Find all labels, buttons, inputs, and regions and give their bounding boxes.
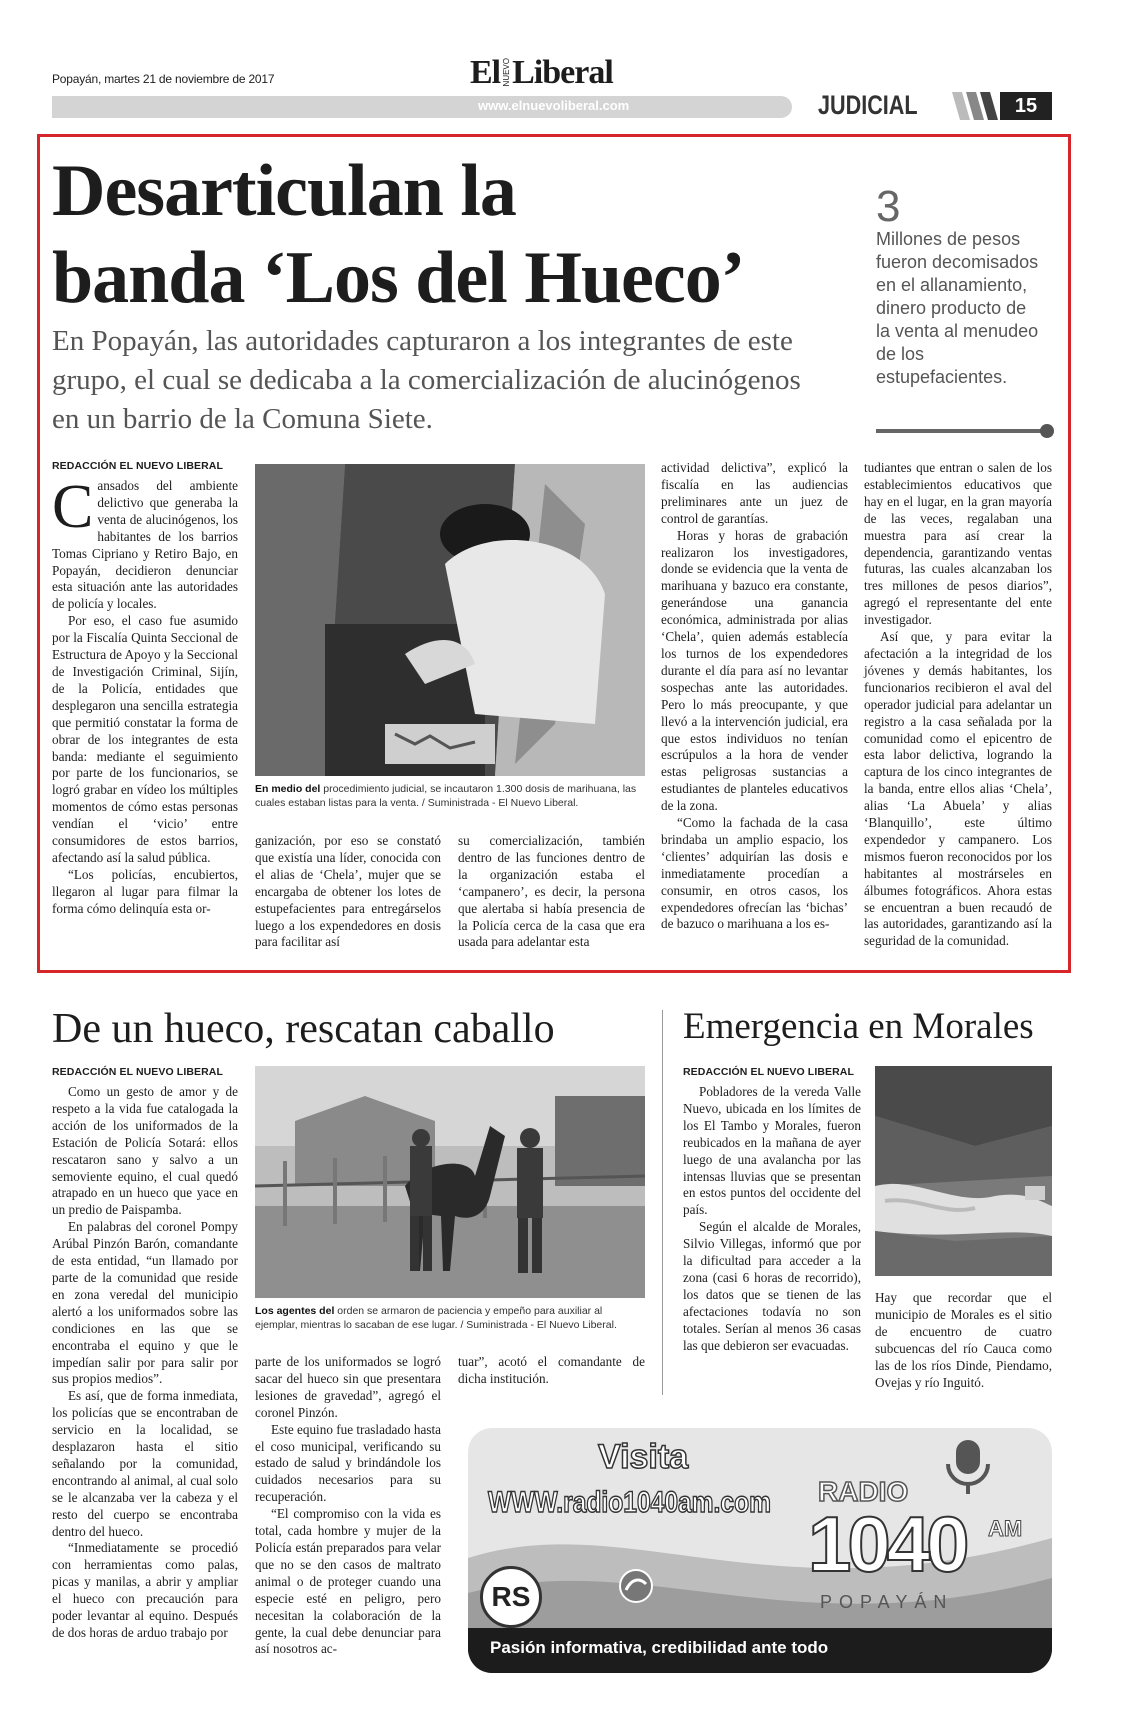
main-column-1 [52,473,238,918]
horse-col1-p3: Es así, que de forma inmediata, los policías que se encontraban de servicio en la localidad, se desplazaron hasta el sitio señalando por la comunidad, encontrando al animal, al cual solo se le alcanzaba ver la cabeza y el resto del cuerpo se encontraba dentro del hueco. [52,1388,238,1539]
section-title: JUDICIAL [818,90,918,120]
horse-col1-p1: Como un gesto de amor y de respeto a la vida fue catalogada la acción de los uniformados de la Estación de Policía Sotará: ellos rescataron sano y salvo a un semoviente equino, el cual quedó atrapado en un hueco que yace en un predio de Paispamba. [52,1084,238,1218]
main-photo [255,464,645,776]
horse-col1-p4: “Inmediatamente se procedió con herramientas como palas, picas y manilas, a abrir y ampliar el hueco con precaución para poder levantar al equino. Después de dos horas de arduo trabajo por [52,1540,238,1640]
rs-logo-icon: RS [480,1566,542,1628]
main-headline-line1: Desarticulan la [52,150,516,232]
morales-col1-p2: Según el alcalde de Morales, Silvio Villegas, informó que por la dificultad para acceder a la zona (casi 6 horas de recorrido), los datos que se tienen de las afectaciones todavía no son totales. Serían al menos 36 casas las que debieron ser evacuadas. [683,1219,861,1353]
main-byline: REDACCIÓN EL NUEVO LIBERAL [52,460,223,472]
ad-radio: RADIO [818,1476,909,1507]
horse-column-1 [52,1084,238,1642]
morales-photo [875,1066,1052,1276]
morales-col2-p1: Hay que recordar que el municipio de Morales es el sitio de encuentro de cuatro subcuencas del río Cauca como las de los ríos Dinde, Piendamo, Ovejas y río Inguitó. [875,1290,1052,1390]
radio-advertisement[interactable] [468,1428,1052,1673]
horse-byline: REDACCIÓN EL NUEVO LIBERAL [52,1066,223,1078]
page-number: 15 [1000,92,1052,120]
main-column-4 [661,460,848,933]
microphone-icon [938,1436,998,1496]
network-logo-icon [618,1568,654,1604]
main-col5-p2: Así que, y para evitar la afectación a la integridad de los jóvenes y demás habitantes, los funcionarios recibieron el aval del operador judicial para adelantar un registro a la casa señalada por la comunidad como el epicentro de esta labor delictiva, logrando la captura de los cinco integrantes de la banda, entre ellos alias ‘Chela’, alias ‘La Abuela’ y alias ‘Blanquillo’, este último expendedor y campanero. Los mismos fueron reconocidos por los habitantes al mostrárseles en álbumes fotográficos. Ahora estas se encuentran a buen recaudó de las autoridades, garantizando así la seguridad de la comunidad. [864,629,1052,949]
horse-col2-p3: “El compromiso con la vida es total, cada hombre y mujer de la Policía están preparados para velar que no se den casos de maltrato animal o de proteger cuando una especie esté en peligro, pero necesitan la colaboración de la gente, la cual debe denunciar para así nosotros ac- [255,1506,441,1657]
edition-date: Popayán, martes 21 de noviembre de 2017 [52,72,275,86]
section-stripes-icon [952,92,998,120]
main-caption-text: procedimiento judicial, se incautaron 1.300 dosis de marihuana, las cuales estaban listas para la venta. / Suministrada - El Nuevo Liberal. [255,783,637,809]
horse-caption-lead: Los agentes del [255,1305,335,1317]
horse-col1-p2: En palabras del coronel Pompy Arúbal Pinzón Barón, comandante de esta entidad, “un llamado por parte de la comunidad que reside en zona veredal del municipio alertó a los uniformados sobre las condiciones en las que se encontraba el equino y que le impedían salir por para salir por sus propios medios”. [52,1219,238,1387]
horse-col3-p1: tuar”, acotó el comandante de dicha institución. [458,1354,645,1386]
ad-am: AM [988,1516,1023,1541]
horse-column-2 [255,1354,441,1658]
morales-column-1 [683,1084,861,1355]
website-url[interactable]: www.elnuevoliberal.com [478,98,630,113]
main-col3-p1: su comercialización, también dentro de las funciones dentro de la organización estaba el ‘campanero’, es decir, la persona que alertaba si había presencia de la Policía cerca de la casa que era usada para adelantar esta [458,833,645,950]
story-divider [662,1010,663,1395]
main-caption-lead: En medio del [255,783,321,795]
main-headline [52,148,862,322]
main-column-3 [458,833,645,951]
main-col1-p1: ansados del ambiente delictivo que generaba la venta de alucinógenos, los habitantes de los barrios Tomas Cipriano y Retiro Bajo, en Popayán, decidieron denunciar esta situación ante las autoridades de policía y locales. [52,478,238,612]
horse-headline: De un hueco, rescatan caballo [52,1006,555,1052]
horse-photo [255,1066,645,1298]
main-col4-p2: Horas y horas de grabación realizaron los investigadores, donde se evidencia que la venta de marihuana y bazuco era constante, generándose una ganancia económica, administrada por alias ‘Chela’, quien además establecía los turnos de los expendedores durante el día para así no levantar sospechas ante las autoridades. Pero lo más preocupante, y que llevó a la intervención judicial, era que estos individuos no tenían escrúpulos a la hora de vender estas peligrosas sustancias a estudiantes de planteles educativos de la zona. [661,527,848,814]
fact-text: Millones de pesos fueron decomisados en el allanamiento, dinero producto de la venta al menudeo de los estupefacientes. [876,229,1039,387]
main-col4-p1: actividad delictiva”, explicó la fiscalía en las audiencias preliminares ante un juez de control de garantías. [661,460,848,526]
header-bar [52,96,792,118]
main-photo-caption [255,782,645,810]
main-deck: En Popayán, las autoridades capturaron a los integrantes de este grupo, el cual se dedicaba a la comercialización de alucinógenos en un barrio de la Comuna Siete. [52,325,801,435]
main-col1-p2: Por eso, el caso fue asumido por la Fiscalía Quinta Seccional de Estructura de Apoyo y la Seccional de Investigación Criminal, Sijín, de la Policía, entidades que desplegaron una sencilla estrategia que permitió constatar la forma de obrar de los integrantes de esta banda: mediante el seguimiento por parte de los funcionarios, se logró grabar en vídeo los múltiples momentos de cómo estas personas vendían el ‘vicio’ entre consumidores de estos barrios, afectando así la salud pública. [52,613,238,865]
morales-byline: REDACCIÓN EL NUEVO LIBERAL [683,1066,854,1078]
newspaper-logo [470,52,613,92]
morales-column-2 [875,1290,1052,1391]
fact-dot-icon [1040,424,1054,438]
morales-col1-p1: Pobladores de la vereda Valle Nuevo, ubicada en los límites de los El Tambo y Morales, fueron reubicados en la mañana de ayer luego de una avalancha por las intensas lluvias que se presentan en estos puntos del occidente del país. [683,1084,861,1218]
horse-photo-caption [255,1304,645,1332]
horse-caption-text: orden se armaron de paciencia y empeño para auxiliar al ejemplar, mientras lo sacaban de ese lugar. / Suministrada - El Nuevo Liberal. [255,1305,617,1331]
ad-slogan: Pasión informativa, credibilidad ante todo [490,1638,829,1657]
main-col5-p1: tudiantes que entran o salen de los establecimientos educativos que hay en el lugar, en la gran mayoría de las veces, regalaban una muestra para así crear la dependencia, garantizando ventas futuras, las cuales alcanzaban los tres millones de pesos diarios”, agregó el representante del ente investigador. [864,460,1052,628]
logo-liberal: Liberal [512,54,613,91]
ad-frequency: 1040 [808,1500,966,1588]
horse-col2-p1: parte de los uniformados se logró sacar del hueco sin que presentara lesiones de gravedad”, agregó el coronel Pinzón. [255,1354,441,1420]
logo-el: El [470,54,501,91]
main-col4-p3: “Como la fachada de la casa brindaba un amplio espacio, los ‘clientes’ adquirían las dosis e inmediatamente procedían a consumir, en otros casos, los expendedores ofrecían las ‘bichas’ de bazuco o marihuana a los es- [661,815,848,932]
main-col1-p3: “Los policías, encubiertos, llegaron al lugar para filmar la forma cómo delinquía esta or- [52,866,238,916]
horse-col2-p2: Este equino fue trasladado hasta el coso municipal, verificando su estado de salud y brindándole los cuidados necesarios para su recuperación. [255,1421,441,1505]
ad-city: POPAYÁN [820,1592,954,1612]
main-col2-p1: ganización, por eso se constató que existía una líder, conocida con el alias de ‘Chela’, mujer que se encargaba de obtener los lotes de estupefacientes para entregárselos luego a los expendedores en dosis para facilitar así [255,833,441,950]
fact-number: 3 [876,182,901,231]
drop-cap: C [52,473,94,541]
horse-column-3 [458,1354,645,1388]
ad-url[interactable]: WWW.radio1040am.com [488,1486,771,1519]
main-column-2 [255,833,441,951]
main-headline-line2: banda ‘Los del Hueco’ [52,237,745,319]
main-column-5 [864,460,1052,950]
logo-nuevo: NUEVO [502,57,512,86]
ad-visita: Visita [598,1438,689,1476]
fact-rule [876,429,1044,433]
morales-headline: Emergencia en Morales [683,1006,1034,1047]
